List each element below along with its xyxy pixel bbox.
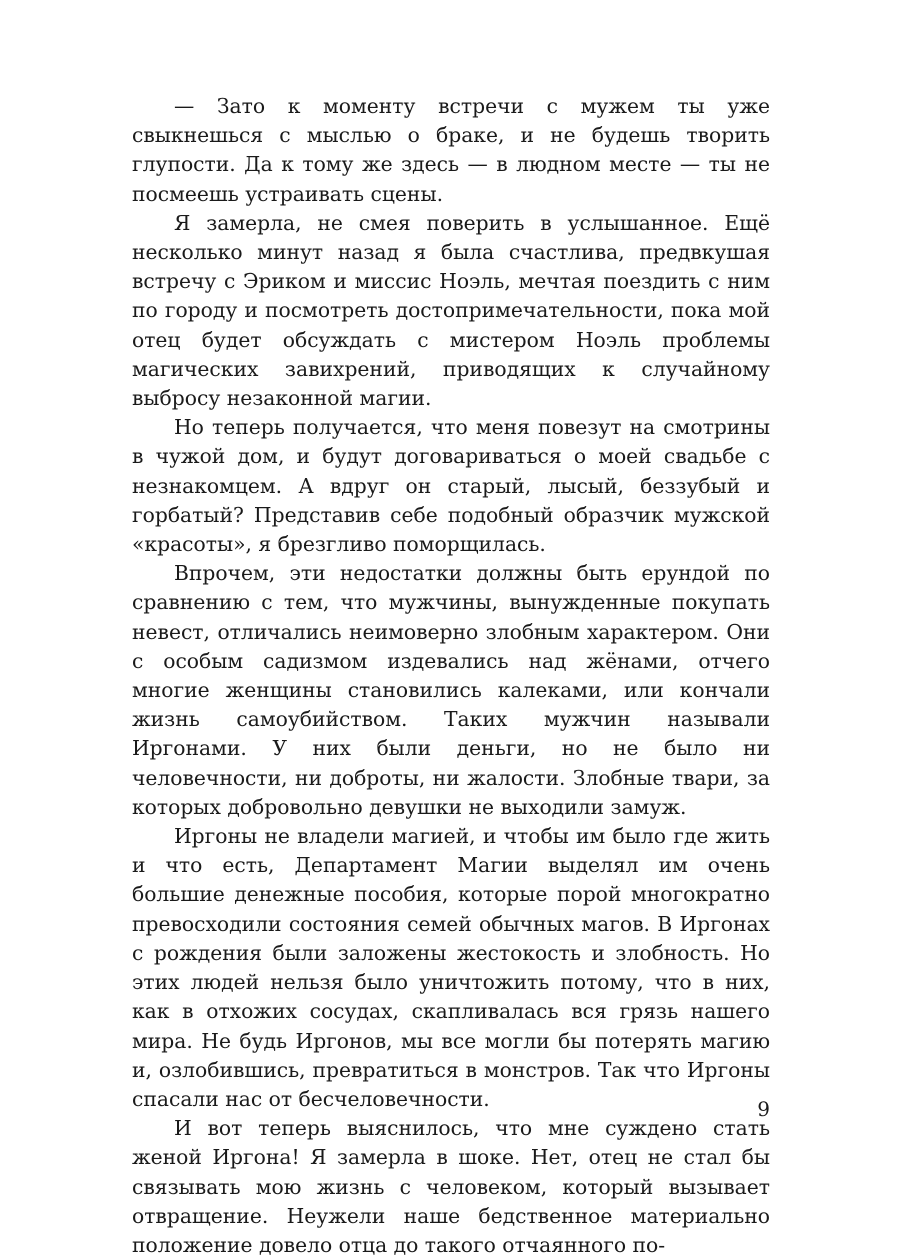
paragraph-5: Иргоны не владели магией, и чтобы им было где жить и что есть, Департамент Магии выделял им очень большие денежные пособия, которые порой многократно превосходили состояния семей обычных магов. В Иргонах с рождения были заложены жестокость и злобность. Но этих людей нельзя было уничтожить потому, что в них, как в отхожих сосудах, скапливалась вся грязь нашего мира. Не будь Иргонов, мы все могли бы потерять магию и, озлобившись, превратиться в монстров. Так что Иргоны спасали нас от бесчеловечности.	[132, 824, 770, 1111]
paragraph-3: Но теперь получается, что меня повезут на смотрины в чужой дом, и будут договариваться о моей свадьбе с незнакомцем. А вдруг он старый, лысый, беззубый и горбатый? Представив себе подобный образчик мужской «красоты», я брезгливо поморщилась.	[132, 415, 770, 557]
body-text	[132, 92, 770, 1260]
paragraph-1: — Зато к моменту встречи с мужем ты уже свыкнешься с мыслью о браке, и не будешь творить глупости. Да к тому же здесь — в людном месте — ты не посмеешь устраивать сцены.	[132, 94, 770, 206]
paragraph-4: Впрочем, эти недостатки должны быть ерундой по сравнению с тем, что мужчины, вынужденные покупать невест, отличались неимоверно злобным характером. Они с особым садизмом издевались над жёнами, отчего многие женщины становились калеками, или кончали жизнь самоубийством. Таких мужчин называли Иргонами. У них были деньги, но не было ни человечности, ни доброты, ни жалости. Злобные твари, за которых добровольно девушки не выходили замуж.	[132, 561, 770, 819]
paragraph-2: Я замерла, не смея поверить в услышанное. Ещё несколько минут назад я была счастлива, предвкушая встречу с Эриком и миссис Ноэль, мечтая поездить с ним по городу и посмотреть достопримечательности, пока мой отец будет обсуждать с мистером Ноэль проблемы магических завихрений, приводящих к случайному выбросу незаконной магии.	[132, 210, 770, 411]
paragraph-6: И вот теперь выяснилось, что мне суждено стать женой Иргона! Я замерла в шоке. Нет, отец не стал бы связывать мою жизнь с человеком, который вызывает отвращение. Неужели наше бедственное материально положение довело отца до такого отчаянного по-	[132, 1116, 770, 1257]
page-number: 9	[757, 1097, 770, 1121]
